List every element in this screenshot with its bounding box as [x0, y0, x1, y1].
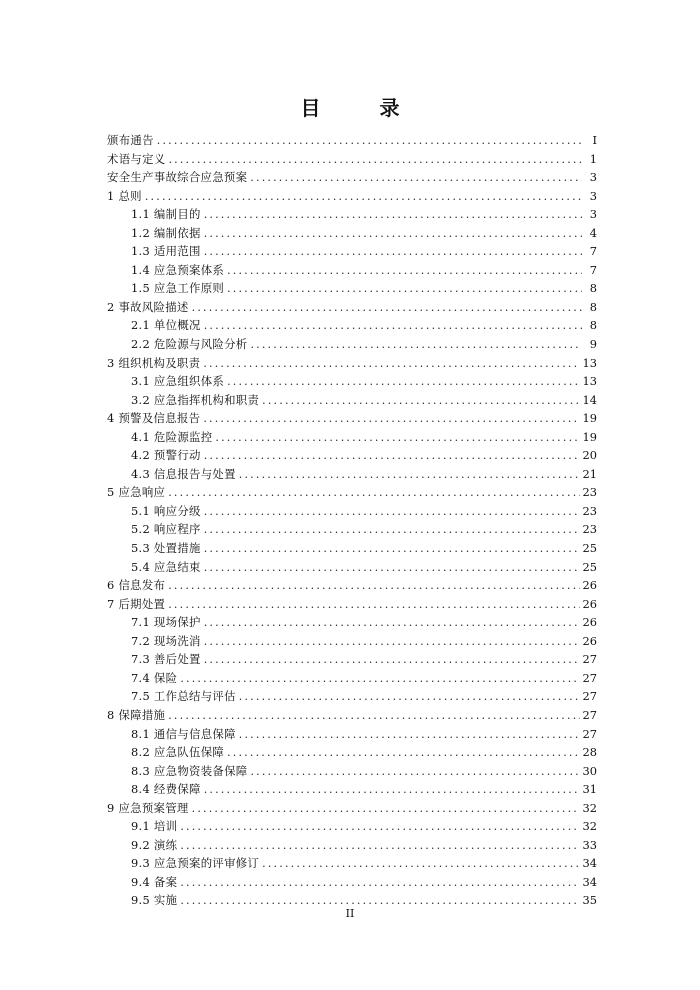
- toc-dot-leader: [204, 447, 580, 466]
- toc-entry[interactable]: [107, 725, 597, 744]
- toc-dot-leader: [262, 855, 579, 874]
- toc-entry[interactable]: [107, 131, 597, 150]
- toc-entry-title: 安全生产事故综合应急预案: [107, 170, 248, 185]
- toc-entry[interactable]: [107, 316, 597, 335]
- toc-entry-page: 3: [589, 188, 597, 203]
- toc-dot-leader: [250, 763, 579, 782]
- toc-entry-page: 31: [582, 782, 597, 797]
- toc-entry-title: 1 总则: [107, 188, 142, 203]
- toc-dot-leader: [145, 188, 582, 207]
- toc-entry-page: 27: [582, 652, 597, 667]
- toc-entry[interactable]: [107, 409, 597, 428]
- toc-entry[interactable]: [107, 854, 597, 873]
- toc-entry[interactable]: [107, 428, 597, 447]
- toc-entry-page: 19: [582, 411, 597, 426]
- toc-entry[interactable]: [107, 836, 597, 855]
- toc-dot-leader: [204, 503, 580, 522]
- toc-dot-leader: [203, 355, 579, 374]
- toc-dot-leader: [204, 540, 580, 559]
- toc-entry-title: 3.2 应急指挥机构和职责: [131, 392, 260, 407]
- toc-dot-leader: [250, 169, 582, 188]
- toc-entry[interactable]: [107, 743, 597, 762]
- toc-entry-title: 4.1 危险源监控: [131, 429, 213, 444]
- toc-dot-leader: [227, 262, 582, 281]
- toc-entry-page: 8: [589, 318, 597, 333]
- toc-entry[interactable]: [107, 372, 597, 391]
- toc-dot-leader: [227, 373, 579, 392]
- toc-entry[interactable]: [107, 483, 597, 502]
- toc-entry-page: 27: [582, 707, 597, 722]
- toc-dot-leader: [227, 280, 582, 299]
- toc-entry-title: 术语与定义: [107, 151, 166, 166]
- toc-entry[interactable]: [107, 576, 597, 595]
- toc-entry[interactable]: [107, 446, 597, 465]
- toc-entry[interactable]: [107, 224, 597, 243]
- toc-entry-title: 8.2 应急队伍保障: [131, 745, 225, 760]
- toc-entry-page: 8: [589, 299, 597, 314]
- toc-entry-page: 26: [582, 633, 597, 648]
- toc-entry-page: 32: [582, 819, 597, 834]
- toc-dot-leader: [204, 317, 582, 336]
- toc-entry-page: 13: [582, 355, 597, 370]
- toc-entry[interactable]: [107, 502, 597, 521]
- toc-entry-title: 5.2 响应程序: [131, 522, 201, 537]
- toc-entry[interactable]: [107, 706, 597, 725]
- toc-entry-page: 23: [582, 503, 597, 518]
- toc-entry-page: 26: [582, 615, 597, 630]
- toc-entry-page: 27: [582, 689, 597, 704]
- toc-dot-leader: [204, 521, 580, 540]
- toc-entry-page: 20: [582, 448, 597, 463]
- toc-entry-page: 3: [589, 207, 597, 222]
- toc-entry[interactable]: [107, 799, 597, 818]
- toc-dot-leader: [203, 410, 579, 429]
- toc-entry-page: 7: [589, 244, 597, 259]
- toc-entry-page: 27: [582, 726, 597, 741]
- toc-entry[interactable]: [107, 354, 597, 373]
- toc-dot-leader: [180, 874, 579, 893]
- toc-entry[interactable]: [107, 632, 597, 651]
- toc-dot-leader: [180, 670, 579, 689]
- toc-entry-page: 32: [582, 800, 597, 815]
- toc-entry-title: 4.3 信息报告与处置: [131, 466, 236, 481]
- toc-entry[interactable]: [107, 780, 597, 799]
- toc-dot-leader: [204, 243, 582, 262]
- toc-entry-title: 2.2 危险源与风险分析: [131, 337, 248, 352]
- toc-entry[interactable]: [107, 279, 597, 298]
- toc-entry[interactable]: [107, 558, 597, 577]
- toc-entry[interactable]: [107, 298, 597, 317]
- toc-entry-title: 5.4 应急结束: [131, 559, 201, 574]
- toc-entry-title: 5.3 处置措施: [131, 541, 201, 556]
- toc-entry[interactable]: [107, 520, 597, 539]
- toc-entry-page: 21: [582, 466, 597, 481]
- toc-entry-page: 9: [589, 337, 597, 352]
- toc-entry-title: 7.2 现场洗消: [131, 633, 201, 648]
- toc-entry-title: 颁布通告: [107, 133, 154, 147]
- toc-entry-page: 25: [582, 559, 597, 574]
- toc-entry-title: 9.2 演练: [131, 837, 178, 852]
- toc-entry-title: 2 事故风险描述: [107, 299, 189, 314]
- toc-entry-title: 3 组织机构及职责: [107, 355, 201, 370]
- toc-entry-title: 8 保障措施: [107, 707, 166, 722]
- toc-entry-page: 1: [589, 151, 597, 166]
- toc-entry-title: 1.3 适用范围: [131, 244, 201, 259]
- toc-entry-title: 1.4 应急预案体系: [131, 262, 225, 277]
- toc-entry-page: 26: [582, 596, 597, 611]
- toc-entry-title: 4.2 预警行动: [131, 448, 201, 463]
- toc-entry[interactable]: [107, 168, 597, 187]
- toc-entry[interactable]: [107, 817, 597, 836]
- toc-dot-leader: [168, 577, 579, 596]
- toc-entry[interactable]: [107, 187, 597, 206]
- toc-entry[interactable]: [107, 762, 597, 781]
- toc-entry[interactable]: [107, 613, 597, 632]
- toc-entry[interactable]: [107, 242, 597, 261]
- toc-entry-page: 25: [582, 541, 597, 556]
- page-number: II: [345, 907, 355, 920]
- toc-entry[interactable]: [107, 595, 597, 614]
- table-of-contents: [107, 131, 597, 910]
- toc-entry[interactable]: [107, 150, 597, 169]
- toc-entry-title: 9.5 实施: [131, 893, 178, 908]
- toc-entry-page: 7: [589, 262, 597, 277]
- toc-entry-title: 7.5 工作总结与评估: [131, 689, 236, 704]
- toc-entry-title: 5 应急响应: [107, 485, 166, 500]
- toc-dot-leader: [168, 151, 582, 170]
- toc-entry-title: 9 应急预案管理: [107, 800, 189, 815]
- toc-entry-title: 1.5 应急工作原则: [131, 281, 225, 296]
- toc-dot-leader: [204, 651, 580, 670]
- toc-entry-title: 1.2 编制依据: [131, 225, 201, 240]
- toc-dot-leader: [168, 484, 579, 503]
- toc-entry[interactable]: [107, 539, 597, 558]
- toc-dot-leader: [250, 336, 582, 355]
- toc-entry-page: 27: [582, 670, 597, 685]
- toc-entry-page: 4: [589, 225, 597, 240]
- toc-entry-title: 6 信息发布: [107, 578, 166, 593]
- toc-entry-title: 1.1 编制目的: [131, 207, 201, 222]
- toc-dot-leader: [192, 800, 580, 819]
- toc-entry-title: 7.4 保险: [131, 670, 178, 685]
- toc-dot-leader: [204, 614, 580, 633]
- toc-dot-leader: [157, 132, 582, 151]
- toc-entry-title: 7 后期处置: [107, 596, 166, 611]
- toc-dot-leader: [168, 596, 579, 615]
- page-title: 目 录: [300, 96, 426, 120]
- toc-dot-leader: [192, 299, 582, 318]
- toc-entry-title: 9.1 培训: [131, 819, 178, 834]
- toc-dot-leader: [227, 744, 579, 763]
- toc-entry-title: 4 预警及信息报告: [107, 411, 201, 426]
- toc-entry-title: 8.4 经费保障: [131, 782, 201, 797]
- toc-dot-leader: [204, 206, 582, 225]
- toc-dot-leader: [204, 225, 582, 244]
- toc-entry[interactable]: [107, 669, 597, 688]
- toc-entry-title: 5.1 响应分级: [131, 503, 201, 518]
- toc-entry-title: 8.1 通信与信息保障: [131, 726, 236, 741]
- toc-dot-leader: [215, 429, 579, 448]
- toc-dot-leader: [204, 559, 580, 578]
- toc-entry-page: 34: [582, 856, 597, 871]
- toc-entry-page: 23: [582, 522, 597, 537]
- toc-entry-page: 23: [582, 485, 597, 500]
- toc-entry[interactable]: [107, 261, 597, 280]
- toc-entry-page: 34: [582, 874, 597, 889]
- toc-entry-title: 3.1 应急组织体系: [131, 374, 225, 389]
- toc-entry-page: 30: [582, 763, 597, 778]
- toc-entry-page: 19: [582, 429, 597, 444]
- toc-entry-title: 7.3 善后处置: [131, 652, 201, 667]
- toc-dot-leader: [239, 726, 580, 745]
- toc-entry-page: 35: [582, 893, 597, 908]
- toc-entry-title: 2.1 单位概况: [131, 318, 201, 333]
- toc-entry-title: 9.4 备案: [131, 874, 178, 889]
- toc-dot-leader: [204, 781, 580, 800]
- toc-entry-page: 28: [582, 745, 597, 760]
- toc-entry-page: 8: [589, 281, 597, 296]
- toc-entry[interactable]: [107, 873, 597, 892]
- toc-entry[interactable]: [107, 335, 597, 354]
- toc-entry-title: 8.3 应急物资装备保障: [131, 763, 248, 778]
- toc-dot-leader: [180, 837, 579, 856]
- toc-dot-leader: [168, 707, 579, 726]
- toc-entry[interactable]: [107, 465, 597, 484]
- toc-entry-page: 13: [582, 374, 597, 389]
- toc-entry-page: 26: [582, 578, 597, 593]
- toc-entry[interactable]: [107, 687, 597, 706]
- toc-dot-leader: [262, 392, 579, 411]
- toc-entry[interactable]: [107, 650, 597, 669]
- toc-entry-page: 3: [589, 170, 597, 185]
- toc-entry-title: 7.1 现场保护: [131, 615, 201, 630]
- toc-dot-leader: [180, 818, 579, 837]
- toc-entry[interactable]: [107, 205, 597, 224]
- toc-entry-title: 9.3 应急预案的评审修订: [131, 856, 260, 871]
- toc-entry[interactable]: [107, 391, 597, 410]
- toc-entry-page: 33: [582, 837, 597, 852]
- toc-dot-leader: [239, 466, 580, 485]
- toc-entry-page: 14: [582, 392, 597, 407]
- toc-dot-leader: [239, 688, 580, 707]
- toc-entry-page: I: [592, 133, 597, 147]
- toc-dot-leader: [204, 633, 580, 652]
